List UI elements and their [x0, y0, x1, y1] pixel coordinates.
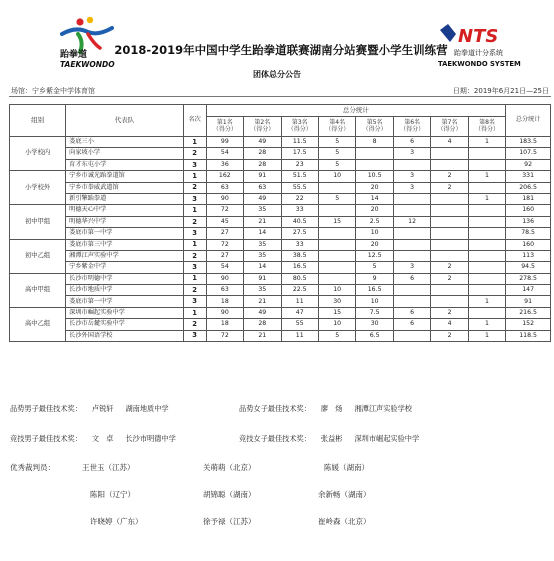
- team-cell: 明德天心中学: [66, 205, 184, 216]
- award-poomsae-male: [10, 404, 169, 414]
- place-score-cell: 15: [318, 216, 355, 227]
- place-score-cell: 1: [468, 193, 505, 204]
- place-score-cell: [431, 159, 468, 170]
- place-score-cell: [393, 228, 430, 239]
- referee-name: 许晓婷（广东）: [90, 517, 143, 526]
- total-cell: 160: [506, 239, 551, 250]
- place-score-cell: 1: [468, 319, 505, 330]
- team-cell: 娄底三小: [66, 137, 184, 148]
- place-score-cell: [393, 330, 430, 341]
- group-cell: 小学校内: [10, 137, 66, 171]
- place-score-cell: 2.5: [356, 216, 393, 227]
- award-school: 深圳市崛起实验中学: [354, 434, 420, 443]
- place-score-cell: 49: [244, 307, 281, 318]
- rank-cell: 3: [183, 193, 206, 204]
- place-score-cell: 6: [393, 273, 430, 284]
- team-cell: 宁乡紫金中学: [66, 262, 184, 273]
- place-score-cell: 91: [244, 273, 281, 284]
- place-score-cell: [468, 250, 505, 261]
- header-place-label: 第2名: [254, 119, 271, 126]
- place-score-cell: 2: [431, 330, 468, 341]
- header-place-unit: （得分）: [475, 126, 500, 133]
- header-place-2: [244, 117, 281, 137]
- place-score-cell: 30: [318, 296, 355, 307]
- group-cell: 初中乙组: [10, 239, 66, 273]
- rank-cell: 2: [183, 182, 206, 193]
- award-school: 长沙市明德中学: [125, 434, 176, 443]
- total-cell: 94.5: [506, 262, 551, 273]
- place-score-cell: 36: [206, 159, 243, 170]
- award-label: 品势女子最佳技术奖：: [239, 404, 311, 413]
- place-score-cell: 63: [206, 285, 243, 296]
- header-team: 代表队: [66, 105, 184, 137]
- total-cell: 92: [506, 159, 551, 170]
- place-score-cell: [318, 262, 355, 273]
- award-name: 张益彬: [320, 434, 343, 443]
- award-kyorugi-female: [239, 434, 419, 444]
- place-score-cell: 2: [431, 171, 468, 182]
- rank-cell: 3: [183, 330, 206, 341]
- header-place-unit: （得分）: [287, 126, 312, 133]
- place-score-cell: [431, 296, 468, 307]
- header-place-label: 第8名: [479, 119, 495, 126]
- place-score-cell: 6.5: [356, 330, 393, 341]
- rank-cell: 1: [183, 205, 206, 216]
- team-cell: 明德华兴中学: [66, 216, 184, 227]
- place-score-cell: 162: [206, 171, 243, 182]
- place-score-cell: 6: [393, 137, 430, 148]
- place-score-cell: 72: [206, 330, 243, 341]
- rank-cell: 1: [183, 239, 206, 250]
- place-score-cell: 9: [356, 273, 393, 284]
- table-row: [10, 285, 551, 296]
- logo-en-text: TAEKWONDO: [60, 60, 115, 69]
- award-label: 竞技女子最佳技术奖：: [239, 434, 311, 443]
- place-score-cell: 1: [468, 330, 505, 341]
- place-score-cell: [468, 228, 505, 239]
- nts-figure-icon: [440, 24, 456, 42]
- place-score-cell: [318, 239, 355, 250]
- place-score-cell: [318, 273, 355, 284]
- logo-head-red: [76, 18, 83, 25]
- table-row: [10, 262, 551, 273]
- table-row: [10, 330, 551, 341]
- award-kyorugi-male: [10, 434, 176, 444]
- table-row: [10, 171, 551, 182]
- place-score-cell: 49: [244, 193, 281, 204]
- place-score-cell: 1: [468, 171, 505, 182]
- place-score-cell: 21: [244, 330, 281, 341]
- total-cell: 160: [506, 205, 551, 216]
- place-score-cell: 5: [318, 193, 355, 204]
- total-cell: 331: [506, 171, 551, 182]
- place-score-cell: 16.5: [356, 285, 393, 296]
- header-place-label: 第4名: [329, 119, 346, 126]
- results-table: [9, 104, 551, 342]
- place-score-cell: 28: [244, 319, 281, 330]
- place-score-cell: 14: [244, 228, 281, 239]
- place-score-cell: 11.5: [281, 137, 318, 148]
- place-score-cell: 10: [318, 319, 355, 330]
- table-row: [10, 182, 551, 193]
- place-score-cell: 5: [356, 262, 393, 273]
- place-score-cell: 35: [244, 239, 281, 250]
- page-title: 2018-2019年中国中学生跆拳道联赛湖南分站赛暨小学生训练营: [114, 43, 448, 57]
- place-score-cell: 10.5: [356, 171, 393, 182]
- place-score-cell: 4: [431, 319, 468, 330]
- group-cell: 高中甲组: [10, 273, 66, 307]
- header-group: 组别: [10, 105, 66, 137]
- place-score-cell: 47: [281, 307, 318, 318]
- header-place-3: [281, 117, 318, 137]
- place-score-cell: 90: [206, 307, 243, 318]
- place-score-cell: 63: [244, 182, 281, 193]
- table-row: [10, 216, 551, 227]
- award-label: 竞技男子最佳技术奖：: [10, 434, 82, 443]
- rank-cell: 2: [183, 319, 206, 330]
- place-score-cell: 55: [281, 319, 318, 330]
- team-cell: 宁乡市拳威武道馆: [66, 182, 184, 193]
- table-row: [10, 193, 551, 204]
- place-score-cell: 27.5: [281, 228, 318, 239]
- nts-cn-text: 跆拳道计分系统: [454, 49, 503, 57]
- rank-cell: 3: [183, 159, 206, 170]
- place-score-cell: 18: [206, 296, 243, 307]
- table-row: [10, 250, 551, 261]
- total-cell: 278.5: [506, 273, 551, 284]
- place-score-cell: 28: [244, 159, 281, 170]
- header-place-4: [318, 117, 355, 137]
- table-row: [10, 159, 551, 170]
- place-score-cell: 18: [206, 319, 243, 330]
- place-score-cell: [468, 205, 505, 216]
- place-score-cell: [468, 216, 505, 227]
- page-subtitle: 团体总分公告: [253, 70, 301, 79]
- place-score-cell: [393, 250, 430, 261]
- place-score-cell: 2: [431, 307, 468, 318]
- place-score-cell: 2: [431, 182, 468, 193]
- place-score-cell: [393, 205, 430, 216]
- place-score-cell: [468, 148, 505, 159]
- total-cell: 78.5: [506, 228, 551, 239]
- place-score-cell: 27: [206, 228, 243, 239]
- place-score-cell: [468, 307, 505, 318]
- place-score-cell: 10: [318, 171, 355, 182]
- place-score-cell: 3: [393, 262, 430, 273]
- total-cell: 152: [506, 319, 551, 330]
- team-cell: 娄底市第三中学: [66, 239, 184, 250]
- table-row: [10, 319, 551, 330]
- total-cell: 118.5: [506, 330, 551, 341]
- header-place-1: [206, 117, 243, 137]
- place-score-cell: [431, 250, 468, 261]
- nts-mark-text: NTS: [458, 26, 499, 47]
- place-score-cell: 28: [244, 148, 281, 159]
- place-score-cell: [468, 159, 505, 170]
- header-place-6: [393, 117, 430, 137]
- logo-cn-text: 跆拳道: [60, 50, 88, 60]
- place-score-cell: 16.5: [281, 262, 318, 273]
- header-stats: 总分统计: [206, 105, 506, 117]
- team-cell: 长沙市地质中学: [66, 285, 184, 296]
- place-score-cell: 10: [318, 285, 355, 296]
- place-score-cell: 4: [431, 137, 468, 148]
- award-name: 卢锐轩: [91, 404, 114, 413]
- place-score-cell: 2: [431, 273, 468, 284]
- header-place-8: [468, 117, 505, 137]
- header-place-label: 第6名: [404, 119, 421, 126]
- place-score-cell: 21: [244, 216, 281, 227]
- place-score-cell: 5: [318, 159, 355, 170]
- table-row: [10, 148, 551, 159]
- total-cell: 91: [506, 296, 551, 307]
- table-row: [10, 273, 551, 284]
- place-score-cell: 21: [244, 296, 281, 307]
- table-row: [10, 205, 551, 216]
- team-cell: 向家坡小学: [66, 148, 184, 159]
- place-score-cell: [468, 239, 505, 250]
- team-cell: 新引擎跆拳道: [66, 193, 184, 204]
- place-score-cell: 3: [393, 171, 430, 182]
- header-place-label: 第7名: [441, 119, 458, 126]
- header-place-unit: （得分）: [437, 126, 462, 133]
- place-score-cell: [318, 250, 355, 261]
- place-score-cell: 3: [393, 182, 430, 193]
- rank-cell: 3: [183, 296, 206, 307]
- place-score-cell: 6: [393, 319, 430, 330]
- group-cell: 高中乙组: [10, 307, 66, 341]
- place-score-cell: 54: [206, 148, 243, 159]
- place-score-cell: 33: [281, 205, 318, 216]
- rank-cell: 3: [183, 228, 206, 239]
- rank-cell: 1: [183, 307, 206, 318]
- place-score-cell: 72: [206, 205, 243, 216]
- logo-head-yellow: [87, 17, 93, 23]
- team-cell: 娄底市第一中学: [66, 228, 184, 239]
- total-cell: 113: [506, 250, 551, 261]
- place-score-cell: 51.5: [281, 171, 318, 182]
- meta-line: [9, 85, 551, 97]
- place-score-cell: [468, 273, 505, 284]
- place-score-cell: 10: [356, 228, 393, 239]
- place-score-cell: [431, 148, 468, 159]
- rank-cell: 3: [183, 262, 206, 273]
- header-place-label: 第5名: [366, 119, 383, 126]
- header-place-unit: （得分）: [325, 126, 350, 133]
- place-score-cell: [431, 205, 468, 216]
- group-cell: 小学校外: [10, 171, 66, 205]
- table-row: [10, 137, 551, 148]
- group-cell: 初中甲组: [10, 205, 66, 239]
- place-score-cell: 14: [244, 262, 281, 273]
- place-score-cell: 2: [431, 262, 468, 273]
- referee-name: 陈阳（辽宁）: [90, 490, 135, 499]
- place-score-cell: 17.5: [281, 148, 318, 159]
- place-score-cell: 35: [244, 285, 281, 296]
- place-score-cell: 20: [356, 182, 393, 193]
- place-score-cell: 63: [206, 182, 243, 193]
- team-cell: 育才东屯小学: [66, 159, 184, 170]
- total-cell: 216.5: [506, 307, 551, 318]
- team-cell: 长沙市明德中学: [66, 273, 184, 284]
- total-cell: 147: [506, 285, 551, 296]
- total-cell: 206.5: [506, 182, 551, 193]
- team-cell: 宁乡市诚光跆拳道馆: [66, 171, 184, 182]
- referees-label: 优秀裁判员：: [10, 463, 55, 472]
- referee-name: 徐予禄（江苏）: [203, 517, 256, 526]
- place-score-cell: 54: [206, 262, 243, 273]
- place-score-cell: 5: [318, 137, 355, 148]
- table-row: [10, 307, 551, 318]
- rank-cell: 2: [183, 216, 206, 227]
- header-rank: 名次: [183, 105, 206, 137]
- place-score-cell: 20: [356, 205, 393, 216]
- place-score-cell: [393, 159, 430, 170]
- place-score-cell: [431, 193, 468, 204]
- place-score-cell: 5: [318, 148, 355, 159]
- referee-name: 关萌萌（北京）: [203, 463, 256, 472]
- referee-name: 胡锦聪（湖南）: [203, 490, 256, 499]
- place-score-cell: [468, 285, 505, 296]
- table-row: [10, 296, 551, 307]
- rank-cell: 2: [183, 285, 206, 296]
- place-score-cell: 49: [244, 137, 281, 148]
- place-score-cell: 15: [318, 307, 355, 318]
- rank-cell: 2: [183, 250, 206, 261]
- header-place-unit: （得分）: [362, 126, 387, 133]
- date-text: 日期：2019年6月21日—25日: [452, 87, 549, 95]
- place-score-cell: 1: [468, 296, 505, 307]
- header-place-label: 第3名: [291, 119, 308, 126]
- team-cell: 深圳市崛起实验中学: [66, 307, 184, 318]
- place-score-cell: [393, 193, 430, 204]
- rank-cell: 1: [183, 137, 206, 148]
- place-score-cell: [356, 159, 393, 170]
- place-score-cell: 20: [356, 239, 393, 250]
- total-cell: 183.5: [506, 137, 551, 148]
- header-place-unit: （得分）: [250, 126, 275, 133]
- place-score-cell: 38.5: [281, 250, 318, 261]
- place-score-cell: 55.5: [281, 182, 318, 193]
- place-score-cell: 35: [244, 205, 281, 216]
- place-score-cell: 33: [281, 239, 318, 250]
- place-score-cell: 91: [244, 171, 281, 182]
- referee-name: 余新畅（湖南）: [318, 490, 371, 499]
- place-score-cell: 14: [356, 193, 393, 204]
- place-score-cell: 72: [206, 239, 243, 250]
- place-score-cell: 35: [244, 250, 281, 261]
- place-score-cell: [318, 182, 355, 193]
- place-score-cell: [318, 205, 355, 216]
- rank-cell: 1: [183, 171, 206, 182]
- total-cell: 107.5: [506, 148, 551, 159]
- place-score-cell: [468, 182, 505, 193]
- place-score-cell: [431, 228, 468, 239]
- place-score-cell: 10: [356, 296, 393, 307]
- header-place-unit: （得分）: [212, 126, 237, 133]
- referee-name: 崔岭森（北京）: [318, 517, 371, 526]
- place-score-cell: 27: [206, 250, 243, 261]
- venue-text: 场馆：宁乡紫金中学体育馆: [11, 87, 95, 95]
- place-score-cell: [318, 228, 355, 239]
- referee-name: 陈媛（湖南）: [324, 463, 369, 472]
- place-score-cell: 1: [468, 137, 505, 148]
- referee-name: 王世玉（江苏）: [82, 463, 135, 472]
- award-school: 湖南地质中学: [125, 404, 169, 413]
- place-score-cell: 22.5: [281, 285, 318, 296]
- place-score-cell: [393, 296, 430, 307]
- table-row: [10, 228, 551, 239]
- place-score-cell: [393, 239, 430, 250]
- place-score-cell: 30: [356, 319, 393, 330]
- place-score-cell: [431, 216, 468, 227]
- team-cell: 长沙市岳麓实验中学: [66, 319, 184, 330]
- team-cell: 长沙外国语学校: [66, 330, 184, 341]
- place-score-cell: 90: [206, 273, 243, 284]
- nts-en-text: TAEKWONDO SYSTEM: [438, 60, 521, 68]
- table-row: [10, 239, 551, 250]
- place-score-cell: 11: [281, 296, 318, 307]
- total-cell: 136: [506, 216, 551, 227]
- place-score-cell: 99: [206, 137, 243, 148]
- place-score-cell: [393, 285, 430, 296]
- place-score-cell: [431, 239, 468, 250]
- place-score-cell: 90: [206, 193, 243, 204]
- header-place-label: 第1名: [216, 119, 233, 126]
- place-score-cell: [356, 148, 393, 159]
- place-score-cell: 23: [281, 159, 318, 170]
- place-score-cell: [431, 285, 468, 296]
- header-place-7: [431, 117, 468, 137]
- team-cell: 湘潭江声实验中学: [66, 250, 184, 261]
- award-name: 文 卓: [91, 434, 114, 443]
- place-score-cell: 45: [206, 216, 243, 227]
- place-score-cell: 8: [356, 137, 393, 148]
- place-score-cell: 12.5: [356, 250, 393, 261]
- place-score-cell: 6: [393, 307, 430, 318]
- rank-cell: 1: [183, 273, 206, 284]
- header-place-5: [356, 117, 393, 137]
- place-score-cell: 40.5: [281, 216, 318, 227]
- award-poomsae-female: [239, 404, 412, 414]
- award-school: 湘潭江声实验学校: [354, 404, 412, 413]
- place-score-cell: 22: [281, 193, 318, 204]
- place-score-cell: [468, 262, 505, 273]
- place-score-cell: 7.5: [356, 307, 393, 318]
- place-score-cell: 3: [393, 148, 430, 159]
- team-cell: 娄底市第一中学: [66, 296, 184, 307]
- award-label: 品势男子最佳技术奖：: [10, 404, 82, 413]
- place-score-cell: 5: [318, 330, 355, 341]
- header-place-unit: （得分）: [400, 126, 425, 133]
- award-name: 廖 炀: [320, 404, 343, 413]
- header-total: 总分统计: [506, 105, 551, 137]
- rank-cell: 2: [183, 148, 206, 159]
- place-score-cell: 12: [393, 216, 430, 227]
- place-score-cell: 11: [281, 330, 318, 341]
- place-score-cell: 80.5: [281, 273, 318, 284]
- total-cell: 181: [506, 193, 551, 204]
